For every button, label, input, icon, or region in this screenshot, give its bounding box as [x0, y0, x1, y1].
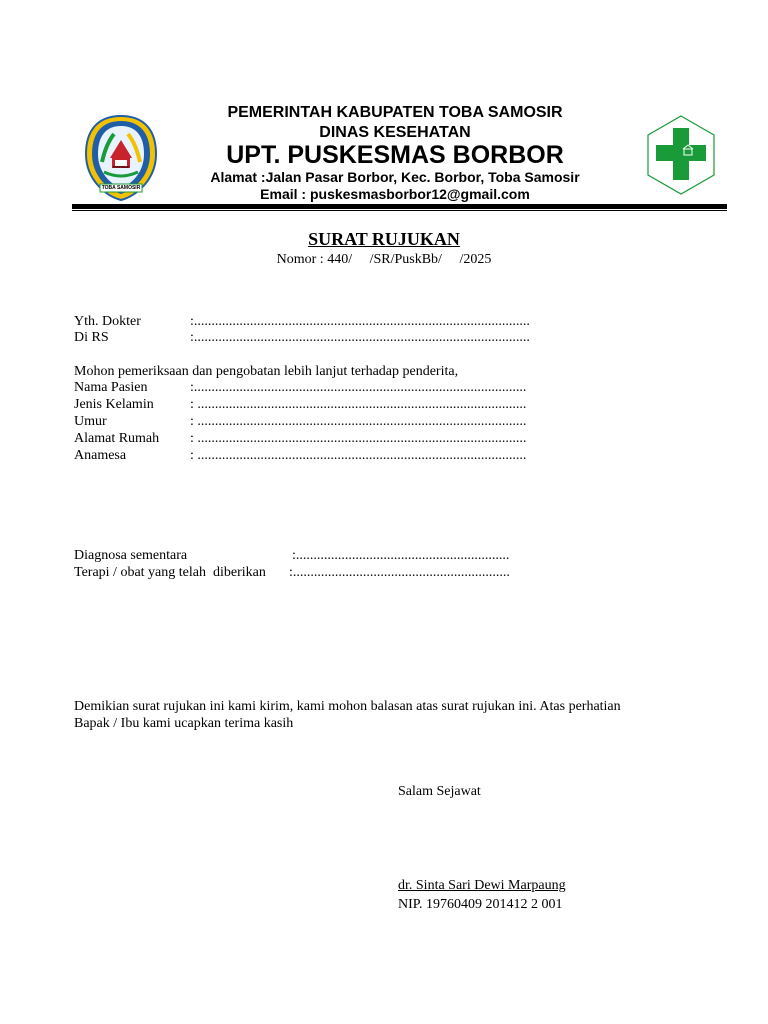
signatory-nip: NIP. 19760409 201412 2 001 — [398, 897, 563, 912]
field-label: Alamat Rumah — [74, 431, 160, 446]
letterhead-government: PEMERINTAH KABUPATEN TOBA SAMOSIR — [227, 104, 563, 121]
signatory-name: dr. Sinta Sari Dewi Marpaung — [398, 878, 566, 893]
letterhead-divider-thick — [72, 204, 727, 209]
field-blank: :............................................................................................... — [190, 380, 527, 395]
letterhead-address: Alamat :Jalan Pasar Borbor, Kec. Borbor, Toba Samosir — [210, 169, 580, 185]
field-blank: :............................................................. — [292, 548, 510, 563]
field-label: Yth. Dokter — [74, 314, 141, 329]
field-label: Di RS — [74, 330, 109, 345]
field-label: Nama Pasien — [74, 380, 148, 395]
field-blank: : .............................................................................................. — [190, 448, 527, 463]
letterhead-department: DINAS KESEHATAN — [319, 124, 471, 141]
field-blank: : .............................................................................................. — [190, 397, 527, 412]
document-number: Nomor : 440/ /SR/PuskBb/ /2025 — [276, 252, 492, 267]
closing-line-1: Demikian surat rujukan ini kami kirim, kami mohon balasan atas surat rujukan ini. Atas perhatian — [74, 699, 621, 714]
intro-text: Mohon pemeriksaan dan pengobatan lebih lanjut terhadap penderita, — [74, 364, 459, 379]
field-label: Terapi / obat yang telah diberikan — [74, 565, 266, 580]
emblem-caption: TOBA SAMOSIR — [101, 185, 141, 191]
field-blank: : .............................................................................................. — [190, 431, 527, 446]
document-title: SURAT RUJUKAN — [308, 229, 460, 249]
field-blank: :.............................................................. — [289, 565, 510, 580]
letterhead-institution: UPT. PUSKESMAS BORBOR — [226, 141, 564, 169]
toba-samosir-emblem — [84, 114, 158, 202]
field-label: Umur — [74, 414, 107, 429]
field-blank: :................................................................................................ — [190, 330, 530, 345]
field-label: Diagnosa sementara — [74, 548, 188, 563]
closing-line-2: Bapak / Ibu kami ucapkan terima kasih — [74, 716, 294, 731]
salutation: Salam Sejawat — [398, 784, 481, 799]
letterhead-email: Email : puskesmasborbor12@gmail.com — [260, 186, 530, 202]
field-blank: :................................................................................................ — [190, 314, 530, 329]
letterhead-divider-thin — [72, 210, 727, 211]
puskesmas-logo — [646, 114, 716, 196]
field-label: Jenis Kelamin — [74, 397, 154, 412]
field-label: Anamesa — [74, 448, 127, 463]
field-blank: : .............................................................................................. — [190, 414, 527, 429]
emblem-motto: PARTOHAP — [112, 165, 130, 169]
